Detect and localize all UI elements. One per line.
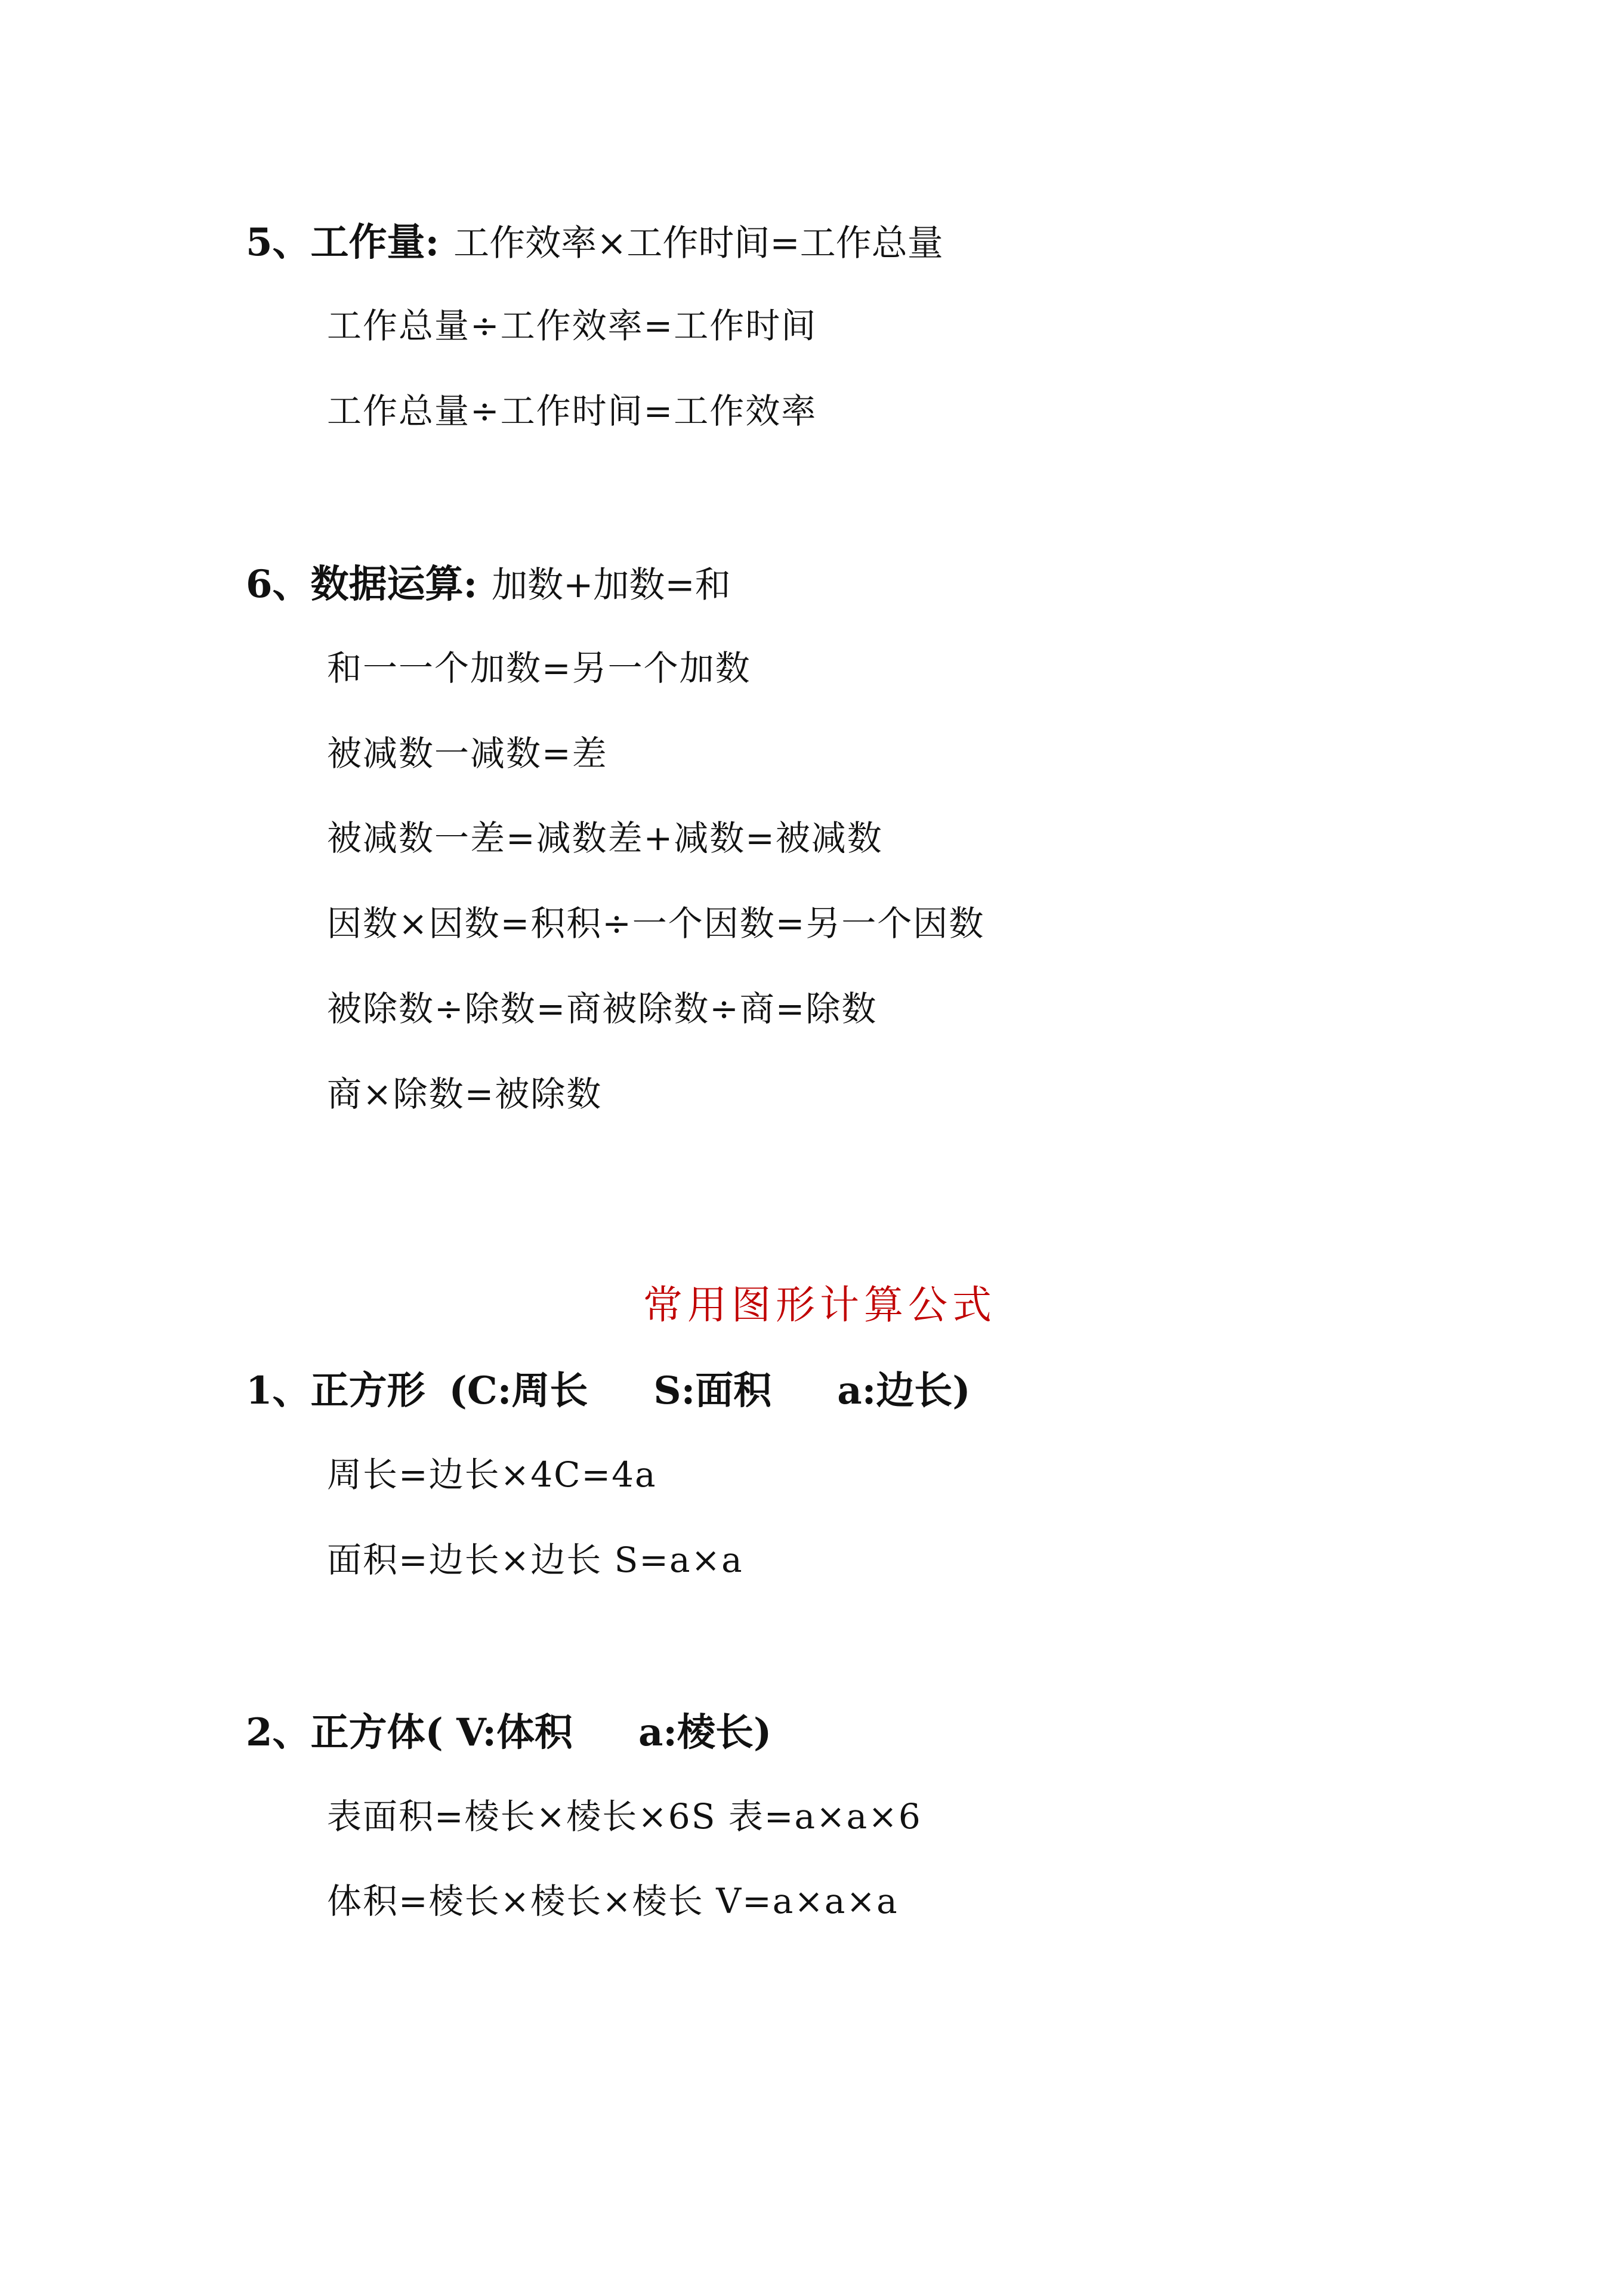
cube-title: 正方体	[310, 1710, 425, 1755]
section-6-line-3: 被减数一差=减数差+减数=被减数	[327, 818, 883, 858]
cube-paren-open: (	[425, 1710, 443, 1755]
section-6-number: 6、	[246, 562, 311, 607]
cube-a-label: a:棱长	[638, 1710, 754, 1755]
cube-line-2: 体积=棱长×棱长×棱长 V=a×a×a	[327, 1881, 899, 1921]
section-6-heading	[246, 562, 731, 607]
square-line-2: 面积=边长×边长 S=a×a	[327, 1540, 743, 1580]
section-6-line-5: 被除数÷除数=商被除数÷商=除数	[327, 988, 878, 1029]
cube-v-label: V:体积	[443, 1710, 573, 1755]
square-title: 正方形	[310, 1368, 425, 1413]
geometry-section-title: 常用图形计算公式	[643, 1282, 996, 1328]
section-6-title: 数据运算:	[310, 562, 478, 607]
section-5-formula: 工作效率×工作时间=工作总量	[453, 223, 943, 264]
cube-heading	[246, 1710, 772, 1755]
section-5-number: 5、	[246, 220, 311, 265]
section-6-line-1: 和一一个加数=另一个加数	[327, 648, 751, 688]
section-6-formula: 加数+加数=和	[492, 564, 731, 606]
section-6-line-4: 因数×因数=积积÷一个因数=另一个因数	[327, 903, 985, 944]
square-line-1: 周长=边长×4C=4a	[327, 1454, 657, 1495]
section-5-title: 工作量:	[310, 220, 440, 265]
section-6-line-2: 被减数一减数=差	[327, 733, 608, 774]
cube-number: 2、	[246, 1710, 311, 1755]
square-s-label: S:面积	[653, 1368, 772, 1413]
square-a-label: a:边长	[837, 1368, 953, 1413]
section-5-line-2: 工作总量÷工作时间=工作效率	[327, 391, 817, 431]
section-5-heading	[246, 220, 943, 265]
square-number: 1、	[246, 1368, 311, 1413]
section-5-line-1: 工作总量÷工作效率=工作时间	[327, 305, 817, 346]
section-6-line-6: 商×除数=被除数	[327, 1074, 603, 1114]
square-paren-close: )	[952, 1368, 971, 1413]
square-heading	[246, 1368, 971, 1413]
cube-line-1: 表面积=棱长×棱长×6S 表=a×a×6	[327, 1796, 922, 1837]
cube-paren-close: )	[754, 1710, 772, 1755]
square-paren-open: (	[449, 1368, 467, 1413]
square-c-label: C:周长	[467, 1368, 588, 1413]
